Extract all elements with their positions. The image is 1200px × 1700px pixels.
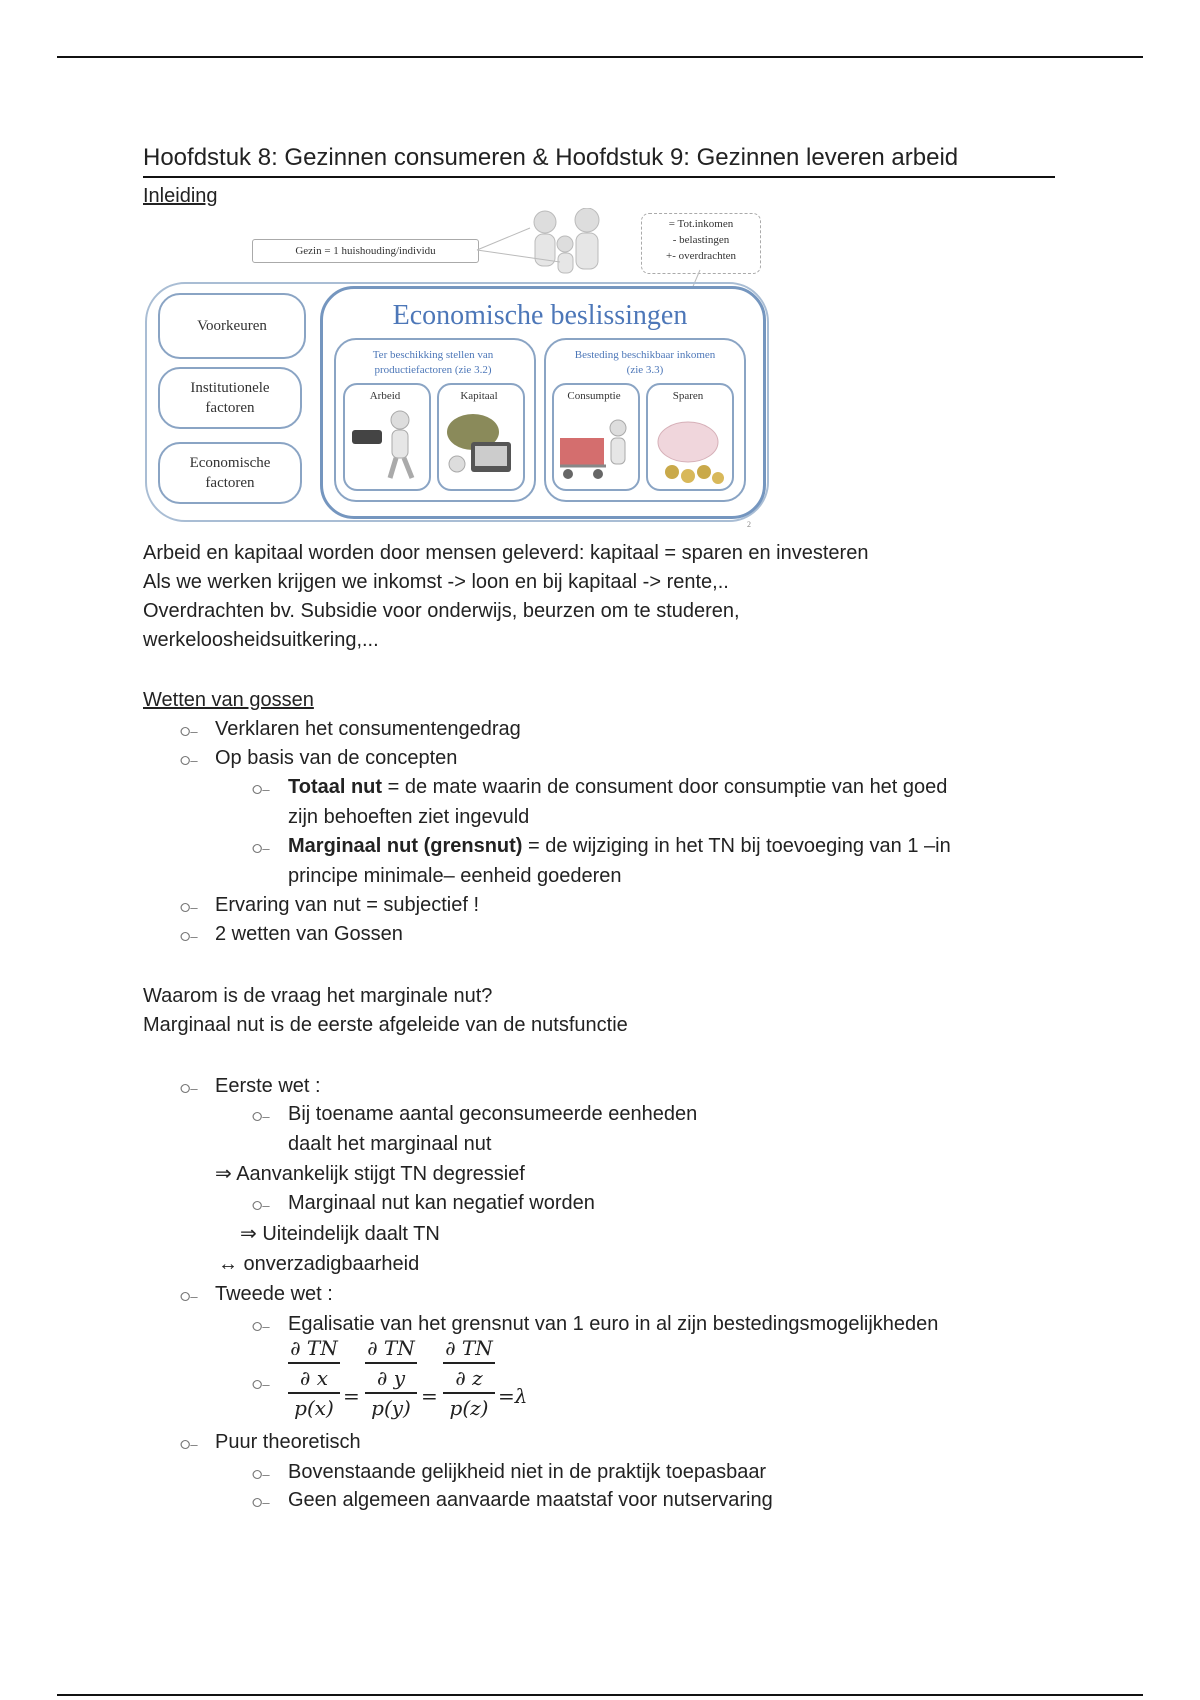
formula-numerator: ∂ TN bbox=[445, 1336, 493, 1360]
first-law-item: Marginaal nut kan negatief worden bbox=[288, 1192, 595, 1214]
bullet-icon: ⭘– bbox=[252, 1377, 270, 1392]
bullet-icon: ⭘– bbox=[252, 1198, 270, 1213]
gossen-item: Ervaring van nut = subjectief ! bbox=[215, 894, 480, 916]
bullet-icon: ⭘– bbox=[180, 900, 198, 915]
fraction-bar bbox=[443, 1362, 495, 1364]
intro-heading: Inleiding bbox=[143, 185, 218, 207]
formula-numerator: ∂ TN bbox=[367, 1336, 415, 1360]
intro-line: werkeloosheidsuitkering,... bbox=[143, 629, 379, 651]
first-law-arrow: ⇒ Uiteindelijk daalt TN bbox=[240, 1223, 440, 1245]
intro-line: Als we werken krijgen we inkomst -> loon en bij kapitaal -> rente,.. bbox=[143, 571, 729, 593]
diagram-page-number: 2 bbox=[747, 520, 751, 529]
formula-lambda: =λ bbox=[498, 1384, 528, 1408]
gezin-note: Gezin = 1 huishouding/individu bbox=[252, 239, 479, 263]
marginaal-nut-term: Marginaal nut (grensnut) bbox=[288, 835, 523, 857]
besteding-title: Besteding beschikbaar inkomen (zie 3.3) bbox=[574, 349, 716, 376]
box-sparen-label: Sparen bbox=[672, 390, 704, 402]
formula-denominator: ∂ z bbox=[455, 1366, 483, 1390]
formula-price: p(x) bbox=[294, 1396, 334, 1420]
fraction-bar bbox=[365, 1392, 417, 1394]
totaal-nut-term: Totaal nut bbox=[288, 776, 383, 798]
box-consumptie-label: Consumptie bbox=[567, 390, 621, 402]
formula-fraction-z bbox=[443, 1336, 495, 1420]
bullet-icon: ⭘– bbox=[180, 1437, 198, 1452]
bullet-icon: ⭘– bbox=[180, 753, 198, 768]
box-kapitaal-label: Kapitaal bbox=[460, 390, 498, 402]
bullet-icon: ⭘– bbox=[180, 1081, 198, 1096]
factor-voorkeuren: Voorkeuren bbox=[158, 293, 306, 359]
first-law-item-cont: daalt het marginaal nut bbox=[288, 1133, 492, 1155]
marginaal-nut-def bbox=[288, 832, 951, 861]
answer-text: Marginaal nut is de eerste afgeleide van de nutsfunctie bbox=[143, 1014, 628, 1036]
intro-line: Arbeid en kapitaal worden door mensen geleverd: kapitaal = sparen en investeren bbox=[143, 542, 869, 564]
page-title: Hoofdstuk 8: Gezinnen consumeren & Hoofdstuk 9: Gezinnen leveren arbeid bbox=[143, 142, 1055, 178]
bullet-icon: ⭘– bbox=[180, 929, 198, 944]
fraction-bar bbox=[288, 1392, 340, 1394]
gossen-item: Verklaren het consumentengedrag bbox=[215, 718, 521, 740]
first-law-arrow: ↔ onverzadigbaarheid bbox=[218, 1253, 420, 1275]
totaal-nut-def bbox=[288, 773, 947, 802]
formula-denominator: ∂ y bbox=[377, 1366, 405, 1390]
intro-line: Overdrachten bv. Subsidie voor onderwijs, beurzen om te studeren, bbox=[143, 600, 740, 622]
formula-equals: = bbox=[421, 1384, 438, 1408]
piggy-bank-icon bbox=[650, 408, 730, 488]
formula-equals: = bbox=[343, 1384, 360, 1408]
bullet-icon: ⭘– bbox=[252, 1319, 270, 1334]
bottom-rule bbox=[57, 1694, 1143, 1696]
bullet-icon: ⭘– bbox=[252, 841, 270, 856]
economic-decisions-title: Economische beslissingen bbox=[392, 300, 688, 331]
bullet-icon: ⭘– bbox=[252, 1109, 270, 1124]
formula-denominator: ∂ x bbox=[300, 1366, 328, 1390]
income-note-line: = Tot.inkomen bbox=[668, 218, 734, 230]
formula-price: p(y) bbox=[371, 1396, 411, 1420]
income-note-line: +- overdrachten bbox=[665, 250, 737, 262]
worker-camera-icon bbox=[350, 408, 422, 484]
gossen-heading: Wetten van gossen bbox=[143, 689, 314, 711]
formula-fraction-x bbox=[288, 1336, 340, 1420]
marginaal-nut-def-cont: principe minimale– eenheid goederen bbox=[288, 865, 622, 887]
bullet-icon: ⭘– bbox=[180, 1289, 198, 1304]
question-text: Waarom is de vraag het marginale nut? bbox=[143, 985, 493, 1007]
theory-label: Puur theoretisch bbox=[215, 1431, 361, 1453]
first-law-arrow: ⇒ Aanvankelijk stijgt TN degressief bbox=[215, 1163, 525, 1185]
shopping-cart-icon bbox=[556, 408, 632, 484]
formula-numerator: ∂ TN bbox=[290, 1336, 338, 1360]
bullet-icon: ⭘– bbox=[252, 782, 270, 797]
formula-price: p(z) bbox=[449, 1396, 489, 1420]
theory-item: Bovenstaande gelijkheid niet in de praktijk toepasbaar bbox=[288, 1461, 767, 1483]
formula-fraction-y bbox=[365, 1336, 417, 1420]
income-note-line: - belastingen bbox=[672, 234, 730, 246]
second-law-item: Egalisatie van het grensnut van 1 euro in al zijn bestedingsmogelijkheden bbox=[288, 1313, 939, 1335]
factor-institutionele: Institutionele factoren bbox=[158, 367, 302, 429]
bullet-icon: ⭘– bbox=[252, 1495, 270, 1510]
first-law-item: Bij toename aantal geconsumeerde eenheden bbox=[288, 1103, 698, 1125]
fraction-bar bbox=[288, 1362, 340, 1364]
totaal-nut-def-cont: zijn behoeften ziet ingevuld bbox=[288, 806, 530, 828]
gossen-item: 2 wetten van Gossen bbox=[215, 923, 403, 945]
bullet-icon: ⭘– bbox=[252, 1467, 270, 1482]
bullet-icon: ⭘– bbox=[180, 724, 198, 739]
totaal-nut-text: = de mate waarin de consument door consumptie van het goed bbox=[382, 776, 948, 798]
first-law-label: Eerste wet : bbox=[215, 1075, 321, 1097]
fraction-bar bbox=[365, 1362, 417, 1364]
theory-item: Geen algemeen aanvaarde maatstaf voor nutservaring bbox=[288, 1489, 773, 1511]
money-computer-icon bbox=[443, 408, 515, 484]
productiefactoren-title: Ter beschikking stellen van productiefactoren (zie 3.2) bbox=[372, 349, 494, 376]
factor-economische: Economische factoren bbox=[158, 442, 302, 504]
second-law-label: Tweede wet : bbox=[215, 1283, 333, 1305]
box-arbeid-label: Arbeid bbox=[369, 390, 401, 402]
fraction-bar bbox=[443, 1392, 495, 1394]
gossen-item: Op basis van de concepten bbox=[215, 747, 458, 769]
marginaal-nut-text: = de wijziging in het TN bij toevoeging van 1 –in bbox=[522, 835, 951, 857]
